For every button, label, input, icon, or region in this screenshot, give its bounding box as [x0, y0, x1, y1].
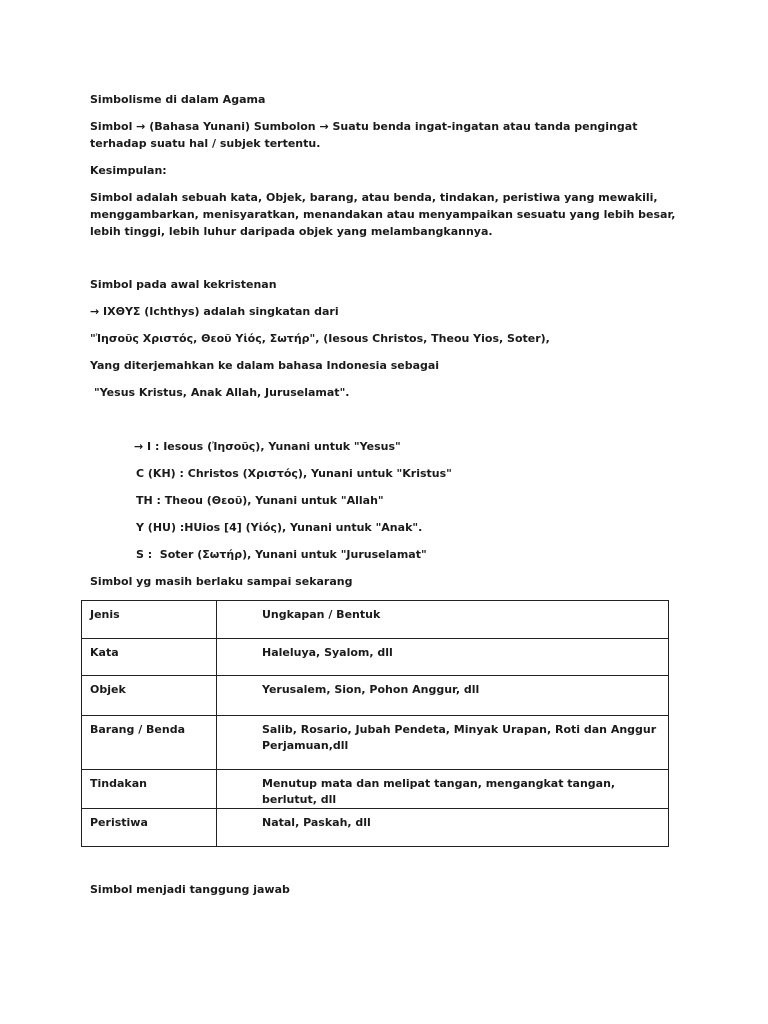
table-row [82, 716, 669, 770]
conclusion-label: Kesimpulan: [90, 164, 167, 177]
table-cell-type: Tindakan [82, 770, 217, 809]
table-row [82, 809, 669, 847]
table-cell-form: Ungkapan / Bentuk [217, 601, 669, 639]
symbol-table [81, 600, 669, 847]
acronym-letter-th: TH : Theou (Θεοῦ), Yunani untuk "Allah" [136, 494, 384, 507]
table-cell-form: Salib, Rosario, Jubah Pendeta, Minyak Urapan, Roti dan Anggur Perjamuan,dll [217, 716, 669, 770]
greek-phrase-line: "Ἰησοῦς Χριστός, Θεοῦ Υἱός, Σωτήρ", (Iesous Christos, Theou Yios, Soter), [90, 332, 550, 345]
early-christianity-heading: Simbol pada awal kekristenan [90, 278, 277, 291]
table-row [82, 676, 669, 716]
table-cell-type: Barang / Benda [82, 716, 217, 770]
symbol-definition: Simbol → (Bahasa Yunani) Sumbolon → Suatu benda ingat-ingatan atau tanda pengingat terhadap suatu hal / subjek tertentu. [90, 120, 638, 150]
table-cell-form: Yerusalem, Sion, Pohon Anggur, dll [217, 676, 669, 716]
ichthys-line: → ΙΧΘΥΣ (Ichthys) adalah singkatan dari [90, 305, 339, 318]
acronym-letter-i: → I : Iesous (Ἰησοῦς), Yunani untuk "Yesus" [134, 440, 401, 453]
table-row [82, 639, 669, 676]
table-cell-type: Jenis [82, 601, 217, 639]
table-cell-form: Natal, Paskah, dll [217, 809, 669, 847]
table-cell-form: Haleluya, Syalom, dll [217, 639, 669, 676]
acronym-letter-s: S : Soter (Σωτήρ), Yunani untuk "Juruselamat" [136, 548, 427, 561]
document-title: Simbolisme di dalam Agama [90, 93, 266, 106]
table-cell-type: Peristiwa [82, 809, 217, 847]
table-row [82, 601, 669, 639]
acronym-letter-c: C (KH) : Christos (Χριστός), Yunani untuk "Kristus" [136, 467, 452, 480]
table-cell-type: Kata [82, 639, 217, 676]
table-heading: Simbol yg masih berlaku sampai sekarang [90, 575, 353, 588]
conclusion-text: Simbol adalah sebuah kata, Objek, barang, atau benda, tindakan, peristiwa yang mewakili, menggambarkan, menisyaratkan, menandakan atau menyampaikan sesuatu yang lebih besar, lebih tinggi, lebih luhur daripada objek yang melambangkannya. [90, 191, 676, 238]
table-cell-type: Objek [82, 676, 217, 716]
translated-intro-line: Yang diterjemahkan ke dalam bahasa Indonesia sebagai [90, 359, 440, 372]
translation-line: "Yesus Kristus, Anak Allah, Juruselamat". [94, 386, 350, 399]
table-cell-form: Menutup mata dan melipat tangan, mengangkat tangan, berlutut, dll [217, 770, 669, 809]
footer-heading: Simbol menjadi tanggung jawab [90, 883, 290, 896]
acronym-letter-y: Y (HU) :HUios [4] (Υἱός), Yunani untuk "Anak". [136, 521, 423, 534]
table-row [82, 770, 669, 809]
